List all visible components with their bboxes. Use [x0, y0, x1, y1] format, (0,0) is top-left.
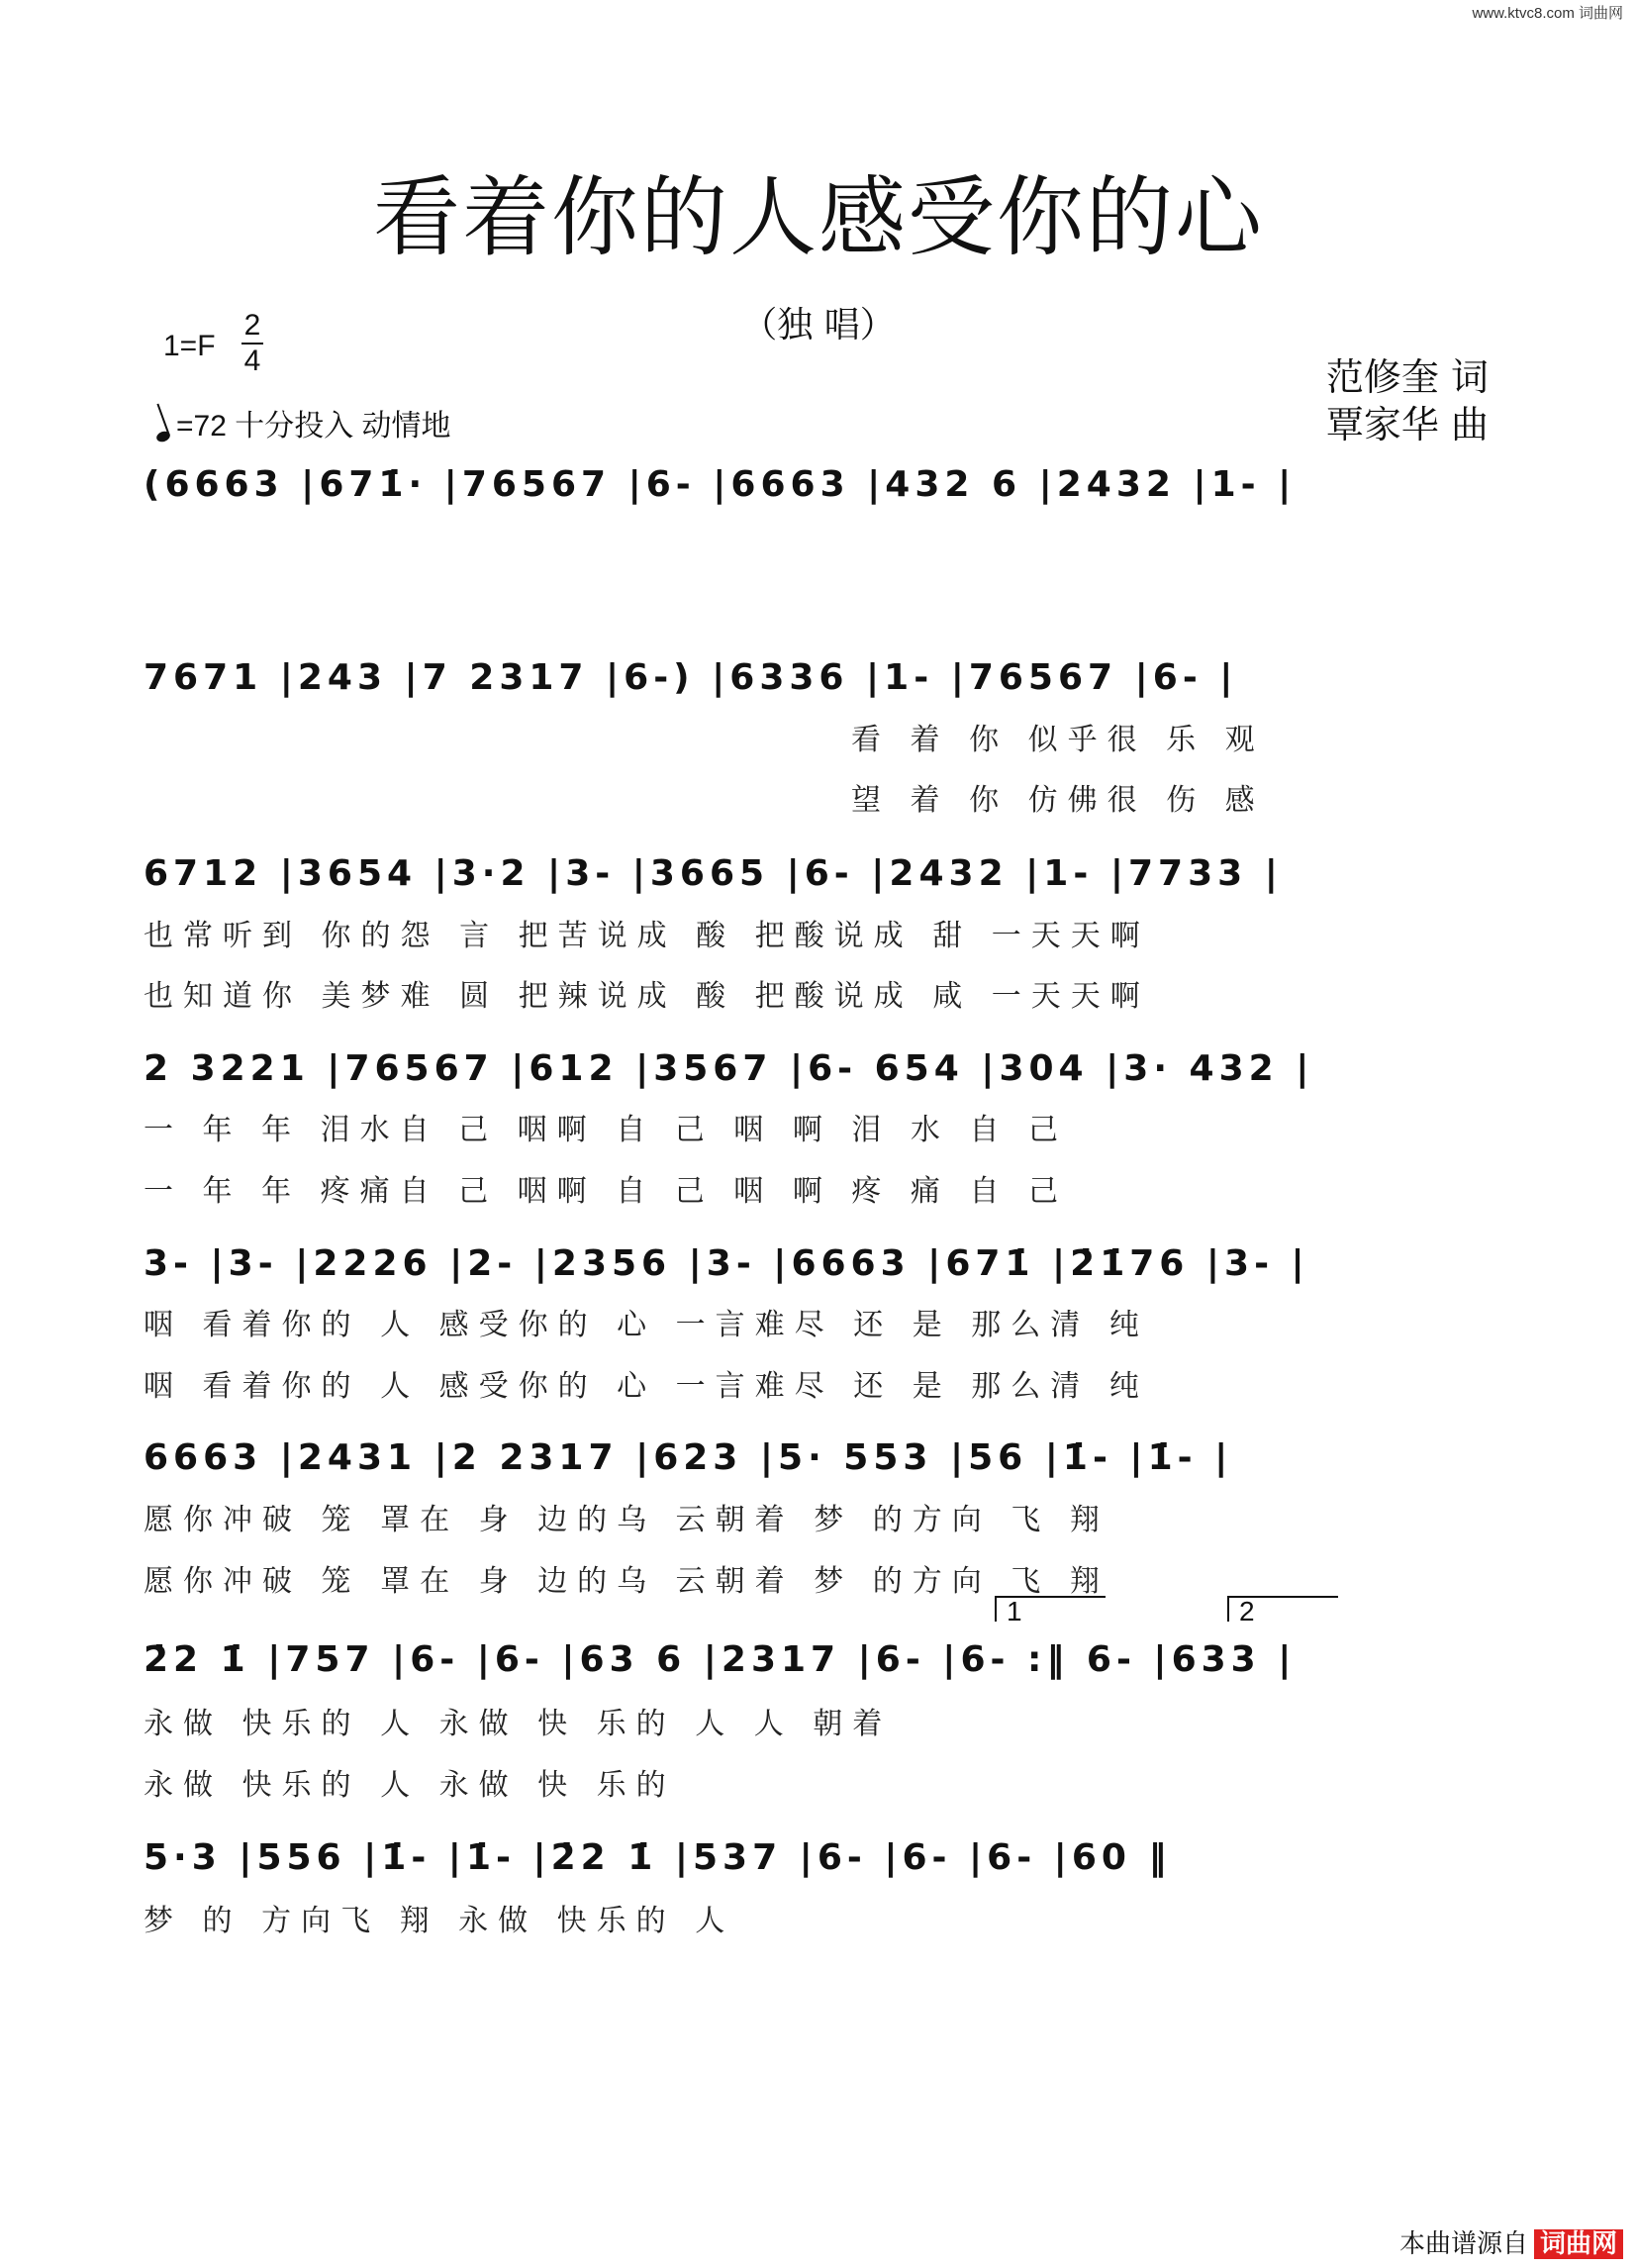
notation-line: 2 3221 |76567 |612 |3567 |6- 654 |304 |3· 432 | [144, 1048, 1314, 1089]
lyric-line-2: 咽 看着你的 人 感受你的 心 一言难尽 还 是 那么清 纯 [144, 1369, 1149, 1404]
notation-line: (6663 |671̇· |76567 |6- |6663 |432 6 |2432 |1- | [144, 464, 1297, 505]
lyric-line-2: 一 年 年 疼痛自 己 咽啊 自 己 咽 啊 疼 痛 自 己 [144, 1174, 1068, 1209]
first-ending-bracket: 1 [995, 1596, 1106, 1622]
score-system-4 [144, 1044, 1509, 1100]
score-system-6 [144, 1433, 1509, 1489]
key-signature: 1=F [163, 330, 216, 362]
second-ending-bracket: 2 [1227, 1596, 1338, 1622]
lyric-line-1: 看 着 你 似乎很 乐 观 [851, 723, 1265, 757]
lyric-line-2: 永做 快乐的 人 永做 快 乐的 [144, 1768, 676, 1803]
meter-bottom: 4 [243, 345, 261, 377]
notation-line: 3- |3- |2226 |2- |2356 |3- |6663 |671̇ |2̇1̇76 |3- | [144, 1243, 1309, 1284]
tempo-text: =72 十分投入 动情地 [176, 410, 451, 443]
notation-line: 6712 |3654 |3·2 |3- |3665 |6- |2432 |1- |7733 | [144, 853, 1283, 894]
song-subtitle: （独 唱） [741, 305, 896, 345]
score-system-8 [144, 1833, 1509, 1889]
lyricist-credit: 范修奎 词 [1325, 355, 1489, 399]
notation-line: 5·3 |556 |1̇- |1̇- |2̇2 1̇ |537 |6- |6- |6- |60 ‖ [144, 1837, 1172, 1878]
lyric-line-1: 一 年 年 泪水自 己 咽啊 自 己 咽 啊 泪 水 自 己 [144, 1113, 1068, 1147]
site-watermark: www.ktvc8.com 词曲网 [1472, 5, 1623, 22]
score-system-1 [144, 460, 1509, 516]
meter-top: 2 [243, 309, 261, 342]
notation-line: 6663 |2431 |2 2317 |623 |5· 553 |56 |1̇- |1̇- | [144, 1437, 1233, 1478]
lyric-line-1: 也常听到 你的怨 言 把苦说成 酸 把酸说成 甜 一天天啊 [144, 919, 1150, 953]
score-system-7 [144, 1635, 1509, 1691]
lyric-line-1: 梦 的 方向飞 翔 永做 快乐的 人 [144, 1904, 735, 1938]
lyric-line-1: 咽 看着你的 人 感受你的 心 一言难尽 还 是 那么清 纯 [144, 1308, 1149, 1342]
lyric-line-1: 永做 快乐的 人 永做 快 乐的 人 人 朝着 [144, 1707, 893, 1741]
score-system-2 [144, 653, 1509, 709]
lyric-line-1: 愿你冲破 笼 罩在 身 边的乌 云朝着 梦 的方向 飞 翔 [144, 1503, 1109, 1537]
time-signature [238, 309, 267, 378]
lyric-line-2: 也知道你 美梦难 圆 把辣说成 酸 把酸说成 咸 一天天啊 [144, 979, 1150, 1014]
tempo-marking [156, 401, 451, 444]
source-logo: 词曲网 [1534, 2229, 1623, 2259]
notation-line: 2̇2 1̇ |757 |6- |6- |63 6 |2317 |6- |6- :‖ 6- |633 | [144, 1639, 1297, 1680]
song-title: 看着你的人感受你的心 [372, 166, 1264, 268]
score-system-5 [144, 1239, 1509, 1295]
source-text: 本曲谱源自 [1398, 2229, 1528, 2259]
score-system-3 [144, 849, 1509, 905]
composer-credit: 覃家华 曲 [1325, 403, 1489, 446]
lyric-line-2: 望 着 你 仿佛很 伤 感 [851, 783, 1265, 818]
source-watermark [1399, 2223, 1623, 2260]
notation-line: 7671 |243 |7 2317 |6-) |6336 |1- |76567 |6- | [144, 657, 1238, 698]
quarter-note-icon [155, 430, 172, 444]
lyric-line-2: 愿你冲破 笼 罩在 身 边的乌 云朝着 梦 的方向 飞 翔 [144, 1564, 1109, 1599]
